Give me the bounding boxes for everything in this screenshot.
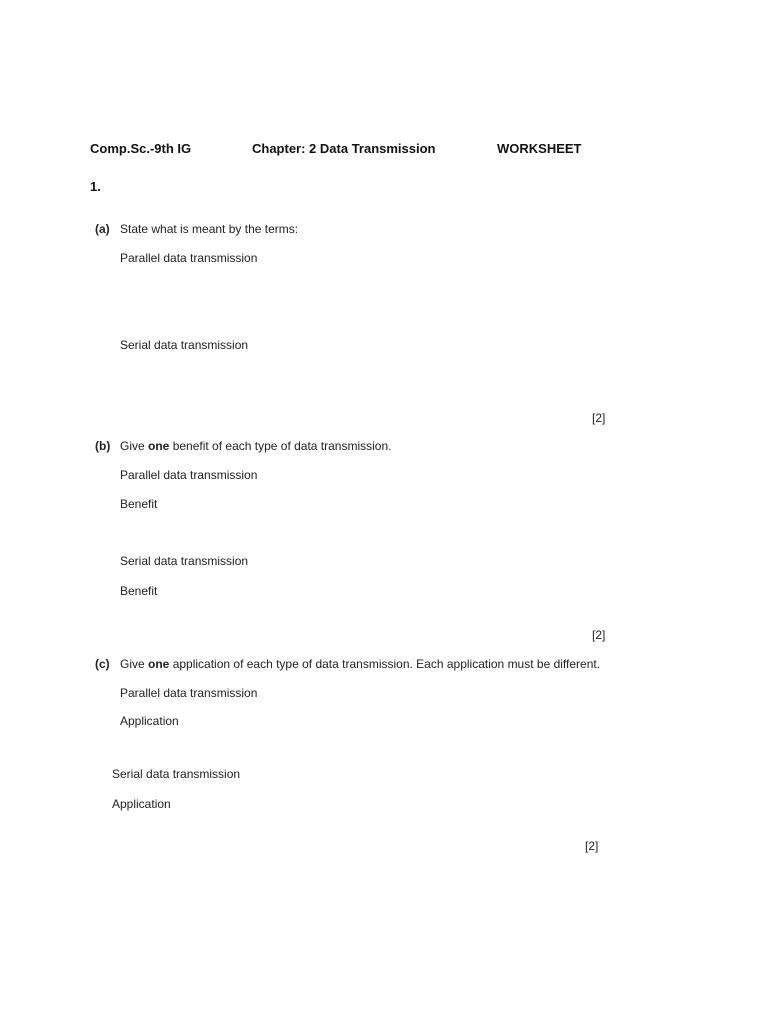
answer-line[interactable] [120, 309, 606, 319]
dotted-line [160, 498, 606, 508]
part-c-application-line-serial[interactable] [112, 797, 599, 811]
dotted-line [254, 339, 606, 349]
part-b-benefit-label: Benefit [120, 497, 158, 511]
answer-line[interactable] [120, 743, 606, 753]
dotted-line [260, 252, 606, 262]
part-a-label: (a) [95, 222, 110, 236]
worksheet-title: WORKSHEET [497, 141, 582, 156]
dotted-line [120, 397, 606, 407]
dotted-line [120, 280, 606, 290]
dotted-line [120, 309, 606, 319]
answer-line[interactable] [112, 825, 599, 835]
part-a-marks: [2] [592, 411, 606, 425]
part-b-parallel-heading: Parallel data transmission [120, 468, 258, 482]
part-c-application-line-parallel[interactable] [120, 714, 606, 728]
part-c-label: (c) [95, 657, 110, 671]
part-b-benefit-line-parallel[interactable] [120, 497, 606, 511]
answer-line[interactable] [120, 613, 606, 623]
dotted-line [120, 368, 606, 378]
part-a-parallel-label: Parallel data transmission [120, 251, 258, 265]
part-c-application-label: Application [112, 797, 171, 811]
part-c-serial-heading: Serial data transmission [112, 767, 241, 781]
part-a-answer-line-serial[interactable] [120, 338, 606, 352]
part-a-serial-label: Serial data transmission [120, 338, 249, 352]
dotted-line [120, 743, 606, 753]
part-b-serial-heading: Serial data transmission [120, 554, 249, 568]
part-c-application-label: Application [120, 714, 179, 728]
dotted-line [120, 526, 606, 536]
chapter-title: Chapter: 2 Data Transmission [252, 141, 436, 156]
answer-line[interactable] [120, 526, 606, 536]
dotted-line [120, 613, 606, 623]
answer-line[interactable] [120, 368, 606, 378]
part-b-benefit-line-serial[interactable] [120, 584, 606, 598]
dotted-line [177, 798, 599, 808]
course-title: Comp.Sc.-9th IG [90, 141, 192, 156]
part-b-prompt: Give one benefit of each type of data transmission. [120, 439, 392, 453]
dotted-line [160, 585, 606, 595]
part-c-parallel-heading: Parallel data transmission [120, 686, 258, 700]
part-b-marks: [2] [592, 628, 606, 642]
question-number: 1. [90, 179, 101, 194]
dotted-line [185, 715, 606, 725]
part-c-marks: [2] [585, 839, 599, 853]
part-a-answer-line-parallel[interactable] [120, 251, 606, 265]
part-a-prompt: State what is meant by the terms: [120, 222, 299, 236]
part-b-benefit-label: Benefit [120, 584, 158, 598]
answer-line[interactable] [120, 280, 606, 290]
answer-line[interactable] [120, 397, 606, 407]
dotted-line [112, 825, 599, 835]
part-c-prompt: Give one application of each type of data transmission. Each application must be different. [120, 657, 601, 671]
part-b-label: (b) [95, 439, 111, 453]
